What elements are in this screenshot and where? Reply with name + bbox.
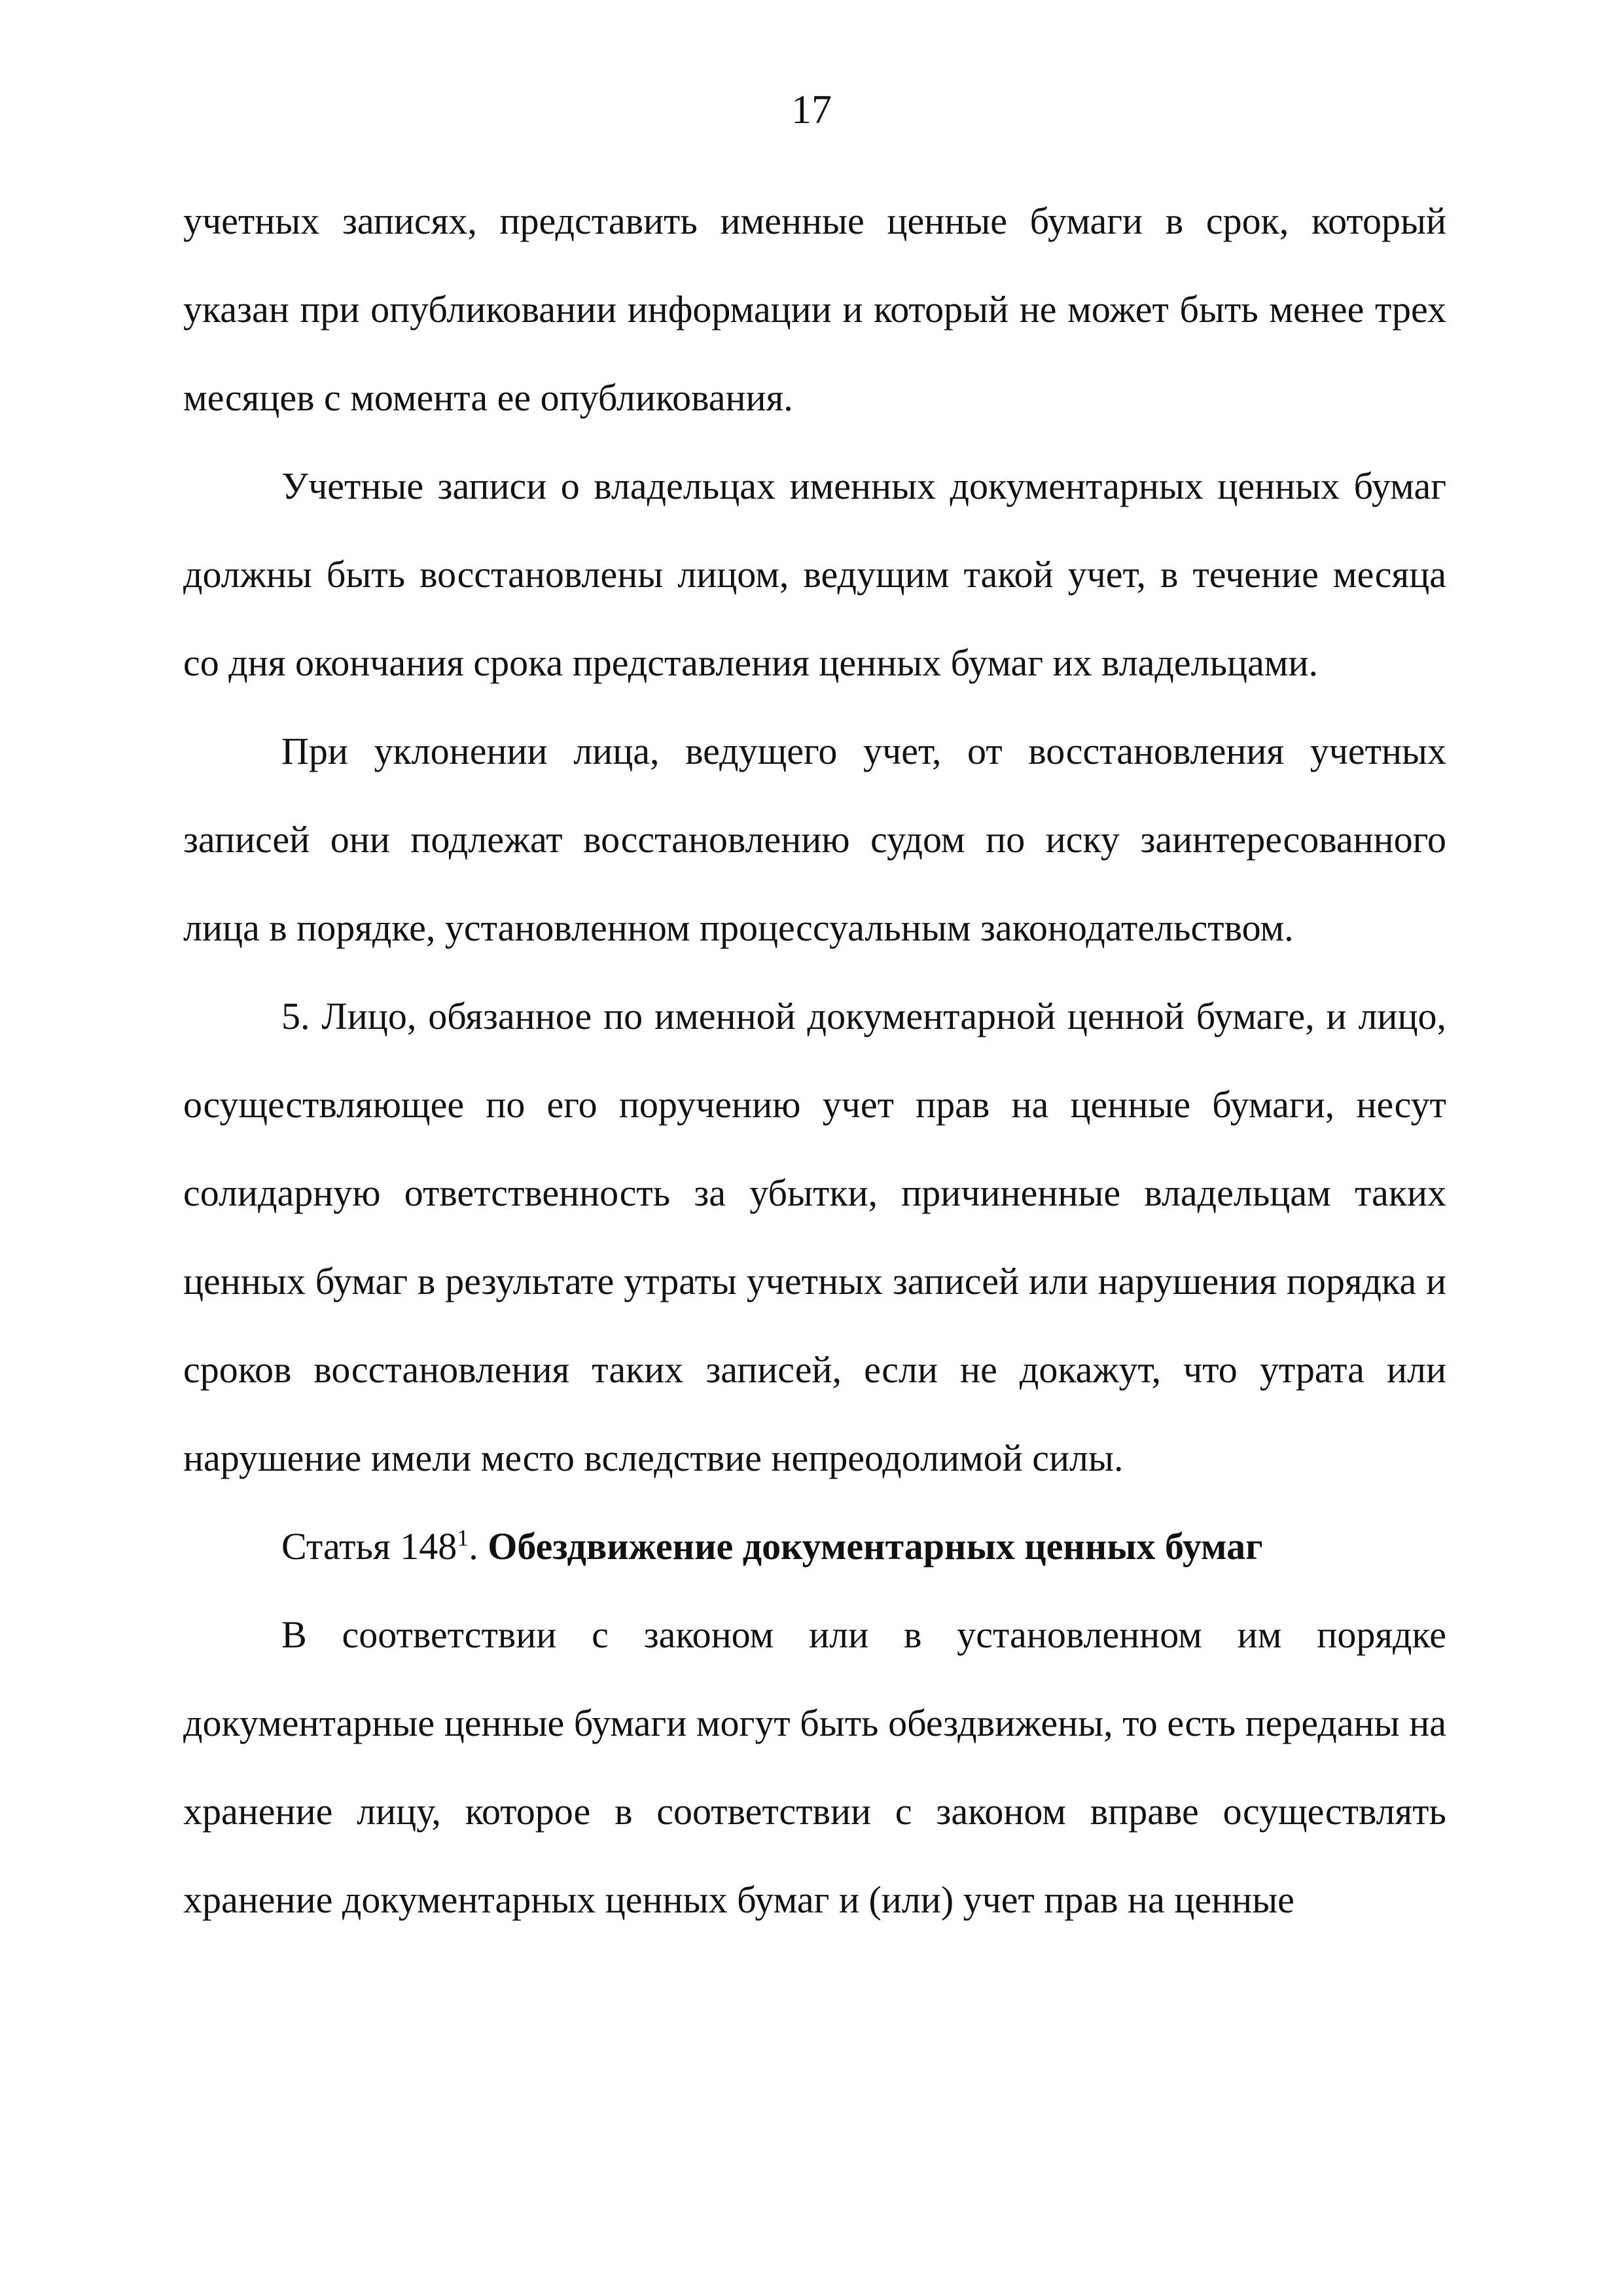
article-heading (183, 1502, 1446, 1590)
paragraph-continuation: учетных записях, представить именные ценные бумаги в срок, который указан при опубликовании информации и который не может быть менее трех месяцев с момента ее опубликования. (183, 200, 1446, 419)
article-number: Статья 148 (281, 1525, 457, 1568)
paragraph-immobilization: В соответствии с законом или в установленном им порядке документарные ценные бумаги могут быть обездвижены, то есть переданы на хранение лицу, которое в соответствии с законом вправе осуществлять хранение документарных ценных бумаг и (или) учет прав на ценные (183, 1613, 1446, 1921)
paragraph-court-restoration: При уклонении лица, ведущего учет, от восстановления учетных записей они подлежат восстановлению судом по иску заинтересованного лица в порядке, установленном процессуальным законодательством. (183, 730, 1446, 949)
page-number: 17 (791, 88, 832, 132)
paragraph-clause-5: 5. Лицо, обязанное по именной документарной ценной бумаге, и лицо, осуществляющее по его поручению учет прав на ценные бумаги, несут солидарную ответственность за убытки, причиненные владельцам таких ценных бумаг в результате утраты учетных записей или нарушения порядка и сроков восстановления таких записей, если не докажут, что утрата или нарушение имели место вследствие непреодолимой силы. (183, 995, 1446, 1479)
article-superscript: 1 (457, 1524, 469, 1551)
paragraph-records-restoration: Учетные записи о владельцах именных документарных ценных бумаг должны быть восстановлены лицом, ведущим такой учет, в течение месяца со дня окончания срока представления ценных бумаг их владельцами. (183, 465, 1446, 684)
article-dot: . (469, 1525, 488, 1568)
document-body (183, 177, 1446, 1944)
article-title: Обездвижение документарных ценных бумаг (488, 1525, 1263, 1568)
